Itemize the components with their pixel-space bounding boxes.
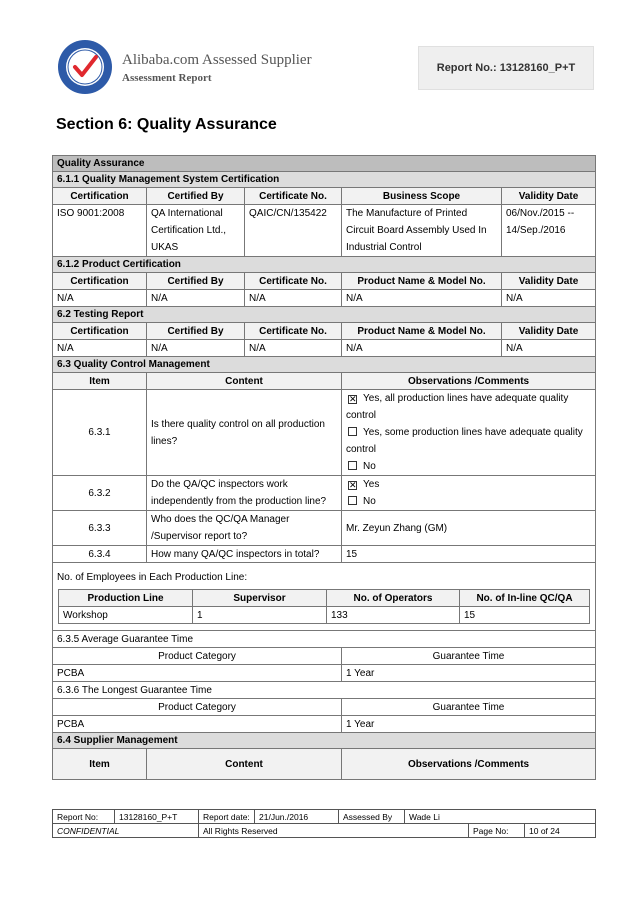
page-footer: [52, 809, 596, 838]
question: Do the QA/QC inspectors work independently from the production line?: [147, 476, 342, 511]
footer-page: 10 of 24: [525, 824, 596, 838]
column-header: Validity Date: [502, 273, 596, 290]
column-header: Guarantee Time: [342, 699, 596, 716]
column-header: Validity Date: [502, 188, 596, 205]
footer-value: 21/Jun./2016: [255, 810, 339, 824]
footer-label: Report No:: [53, 810, 115, 824]
table-cell: 15: [460, 607, 590, 624]
footer-label: Page No:: [469, 824, 525, 838]
table-cell: N/A: [245, 290, 342, 307]
column-header: No. of In-line QC/QA: [460, 590, 590, 607]
table-row: [53, 476, 596, 511]
option-label: Yes, all production lines have adequate quality control: [346, 393, 569, 421]
footer-value: 13128160_P+T: [115, 810, 199, 824]
product-cert-title: 6.1.2 Product Certification: [53, 257, 596, 273]
table-cell: N/A: [502, 340, 596, 357]
avg-guarantee-title: 6.3.5 Average Guarantee Time: [53, 631, 596, 648]
column-header: Product Name & Model No.: [342, 273, 502, 290]
longest-guarantee-title: 6.3.6 The Longest Guarantee Time: [53, 682, 596, 699]
option: [346, 390, 591, 424]
supplier-mgmt-title: 6.4 Supplier Management: [53, 733, 596, 749]
footer-rights: All Rights Reserved: [199, 824, 469, 838]
table-cell: QA International Certification Ltd., UKAS: [147, 205, 245, 257]
table-cell: N/A: [147, 340, 245, 357]
column-header: Certified By: [147, 188, 245, 205]
table-cell: N/A: [342, 340, 502, 357]
table-cell: 133: [327, 607, 460, 624]
column-header: Guarantee Time: [342, 648, 596, 665]
report-number-box: [418, 46, 594, 90]
footer-value: Wade Li: [405, 810, 596, 824]
observation: 15: [342, 546, 596, 563]
table-cell: N/A: [342, 290, 502, 307]
header-subtitle: Assessment Report: [122, 72, 212, 84]
table-row: [53, 511, 596, 546]
checkbox-empty-icon: [348, 496, 357, 505]
question: Is there quality control on all production lines?: [147, 390, 342, 476]
item-number: 6.3.4: [53, 546, 147, 563]
column-header: Content: [147, 373, 342, 390]
table-cell: N/A: [502, 290, 596, 307]
column-header: Item: [53, 373, 147, 390]
option-label: No: [363, 496, 376, 507]
column-header: Certified By: [147, 273, 245, 290]
question: Who does the QC/QA Manager /Supervisor report to?: [147, 511, 342, 546]
table-row: [53, 546, 596, 563]
column-header: Certification: [53, 273, 147, 290]
table-cell: 06/Nov./2015 -- 14/Sep./2016: [502, 205, 596, 257]
column-header: Product Category: [53, 648, 342, 665]
table-cell: 1 Year: [342, 716, 596, 733]
table-row: [53, 205, 596, 257]
item-number: 6.3.2: [53, 476, 147, 511]
column-header: Certificate No.: [245, 323, 342, 340]
table-row: [53, 290, 596, 307]
quality-assurance-table: [52, 155, 596, 780]
employees-section: [53, 563, 596, 631]
header-title: Alibaba.com Assessed Supplier: [122, 52, 312, 68]
column-header: Item: [53, 749, 147, 780]
observation: [342, 390, 596, 476]
table-cell: ISO 9001:2008: [53, 205, 147, 257]
column-header: Observations /Comments: [342, 749, 596, 780]
table-cell: PCBA: [53, 665, 342, 682]
table-cell: N/A: [147, 290, 245, 307]
column-header: Supervisor: [193, 590, 327, 607]
option-label: Yes, some production lines have adequate quality control: [346, 427, 583, 455]
column-header: Certification: [53, 188, 147, 205]
footer-label: Report date:: [199, 810, 255, 824]
column-header: Validity Date: [502, 323, 596, 340]
item-number: 6.3.3: [53, 511, 147, 546]
option-label: No: [363, 461, 376, 472]
checkbox-empty-icon: [348, 427, 357, 436]
column-header: No. of Operators: [327, 590, 460, 607]
question: How many QA/QC inspectors in total?: [147, 546, 342, 563]
option: [346, 493, 591, 510]
qms-title: 6.1.1 Quality Management System Certification: [53, 172, 596, 188]
observation: Mr. Zeyun Zhang (GM): [342, 511, 596, 546]
table-cell: N/A: [53, 340, 147, 357]
footer-label: Assessed By: [339, 810, 405, 824]
table-row: [53, 665, 596, 682]
checkbox-empty-icon: [348, 461, 357, 470]
item-number: 6.3.1: [53, 390, 147, 476]
column-header: Certified By: [147, 323, 245, 340]
footer-confidential: CONFIDENTIAL: [53, 824, 199, 838]
testing-title: 6.2 Testing Report: [53, 307, 596, 323]
report-number: Report No.: 13128160_P+T: [436, 62, 576, 74]
table-cell: Workshop: [59, 607, 193, 624]
option-label: Yes: [363, 479, 380, 490]
option: [346, 424, 591, 458]
column-header: Certificate No.: [245, 188, 342, 205]
column-header: Production Line: [59, 590, 193, 607]
table-cell: 1: [193, 607, 327, 624]
table-row: [53, 716, 596, 733]
observation: [342, 476, 596, 511]
table-row: [53, 340, 596, 357]
column-header: Product Category: [53, 699, 342, 716]
employees-table: [58, 589, 590, 624]
column-header: Certificate No.: [245, 273, 342, 290]
assessed-supplier-seal-icon: [56, 38, 114, 96]
table-row: [59, 607, 590, 624]
option: [346, 476, 591, 493]
qa-title: Quality Assurance: [53, 156, 596, 172]
table-cell: PCBA: [53, 716, 342, 733]
table-cell: N/A: [53, 290, 147, 307]
checkbox-checked-icon: ✕: [349, 480, 357, 490]
checkbox-checked-icon: ✕: [349, 394, 357, 404]
column-header: Observations /Comments: [342, 373, 596, 390]
table-row: [53, 390, 596, 476]
column-header: Product Name & Model No.: [342, 323, 502, 340]
table-cell: The Manufacture of Printed Circuit Board Assembly Used In Industrial Control: [342, 205, 502, 257]
table-cell: QAIC/CN/135422: [245, 205, 342, 257]
table-cell: N/A: [245, 340, 342, 357]
column-header: Business Scope: [342, 188, 502, 205]
employees-label: No. of Employees in Each Production Line:: [57, 572, 248, 583]
option: [346, 458, 591, 475]
section-title: Section 6: Quality Assurance: [56, 116, 277, 133]
column-header: Certification: [53, 323, 147, 340]
qc-title: 6.3 Quality Control Management: [53, 357, 596, 373]
table-cell: 1 Year: [342, 665, 596, 682]
column-header: Content: [147, 749, 342, 780]
